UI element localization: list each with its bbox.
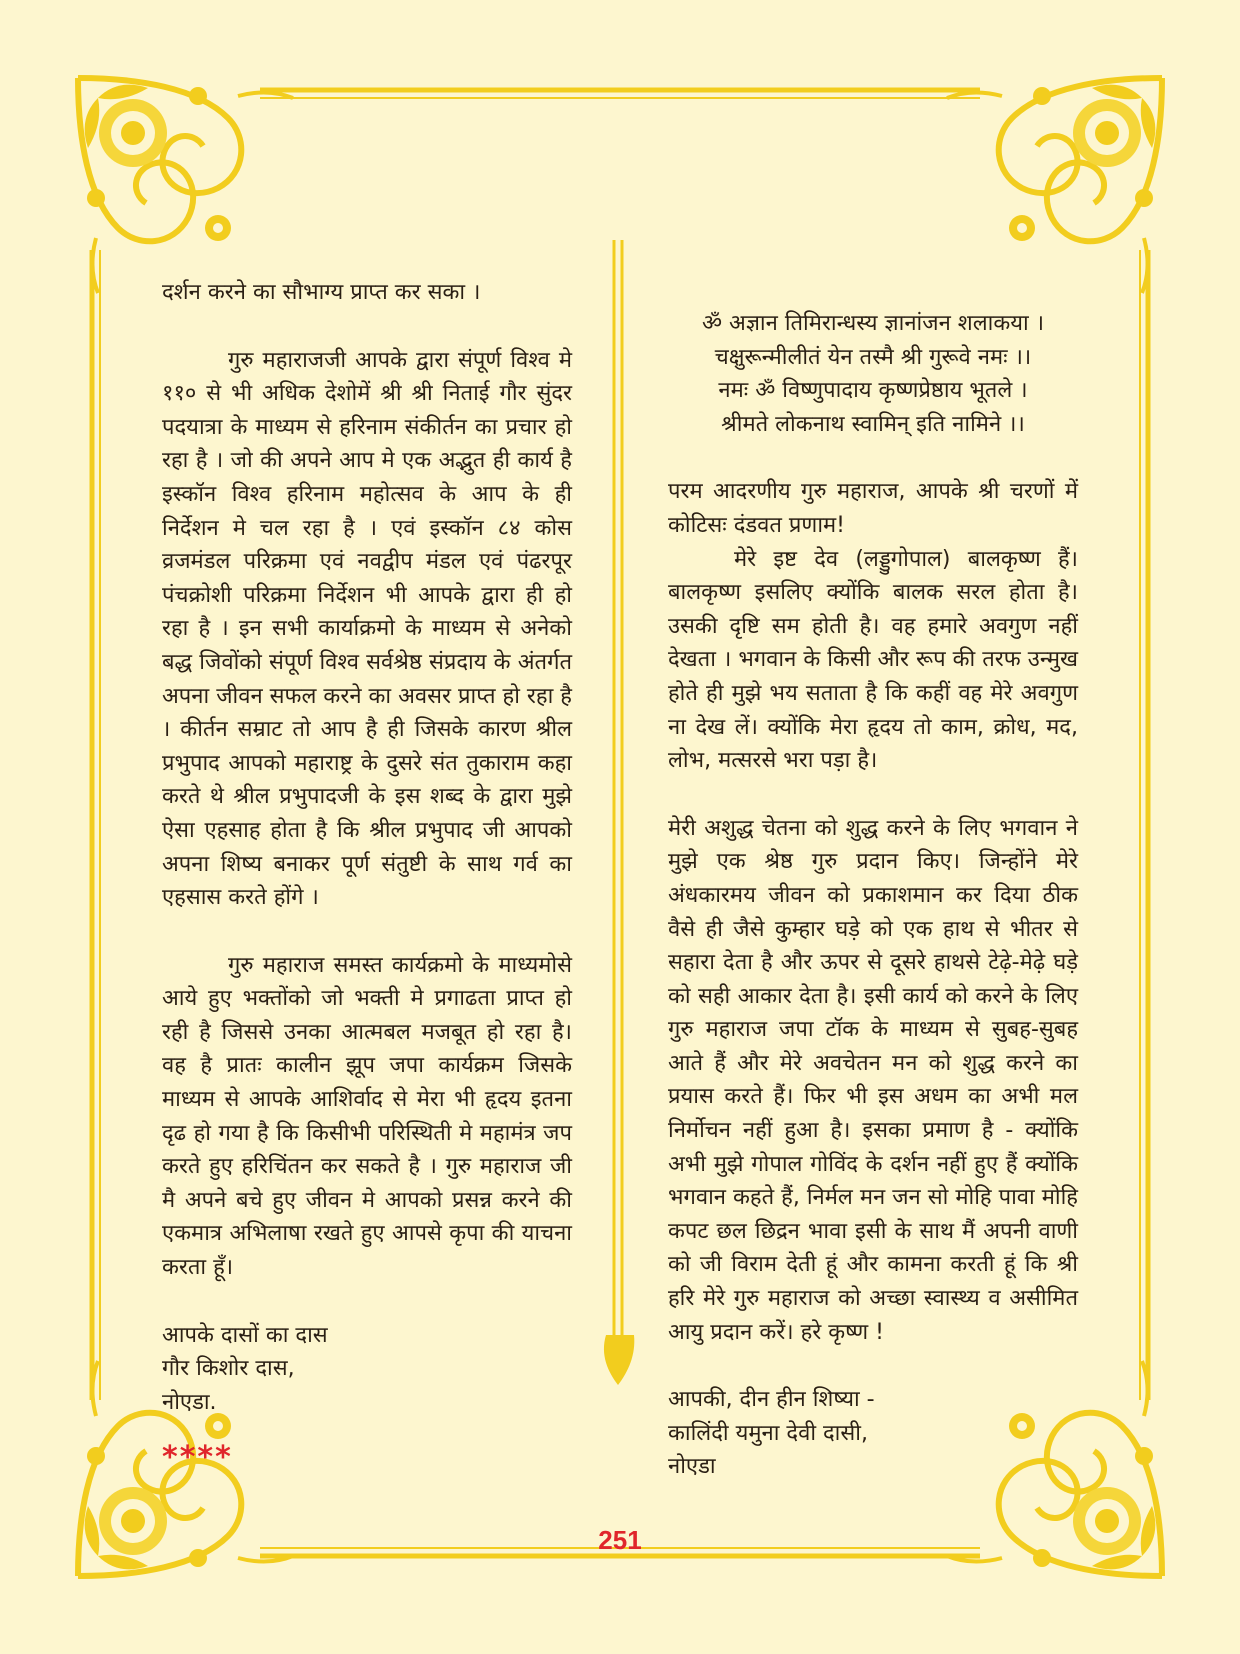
- right-paragraph-1b: मेरे इष्ट देव (लड्डुगोपाल) बालकृष्ण हैं। बालकृष्ण इसलिए क्योंकि बालक सरल होता है। उसकी दृष्टि सम होती है। वह हमारे अवगुण नहीं देखता । भगवान के किसी और रूप की तरफ उन्मुख होते ही मुझे भय सताता है कि कहीं वह मेरे अवगुण ना देख लें। क्योंकि मेरा हृदय तो काम, क्रोध, मद, लोभ, मत्सरसे भरा पड़ा है।: [668, 546, 1078, 774]
- section-separator-stars: ****: [162, 1440, 233, 1476]
- right-paragraph-2: मेरी अशुद्ध चेतना को शुद्ध करने के लिए भगवान ने मुझे एक श्रेष्ठ गुरु प्रदान किए। जिन्होंने मेरे अंधकारमय जीवन को प्रकाशमान कर दिया ठीक वैसे ही जैसे कुम्हार घड़े को एक हाथ से भीतर से सहारा देता है और ऊपर से दूसरे हाथसे टेढ़े-मेढ़े घड़े को सही आकार देता है। इसी कार्य को करने के लिए गुरु महाराज जपा टॉक के माध्यम से सुबह-सुबह आते हैं और मेरे अवचेतन मन को शुद्ध करने का प्रयास करते हैं। फिर भी इस अधम का अभी मल निर्मोचन नहीं हुआ है। इसका प्रमाण है - क्योंकि अभी मुझे गोपाल गोविंद के दर्शन नहीं हुए हैं क्योंकि भगवान कहते हैं, निर्मल मन जन सो मोहि पावा मोहि कपट छल छिद्रन भावा इसी के साथ मैं अपनी वाणी को जी विराम देती हूं और कामना करती हूं कि श्री हरि मेरे गुरु महाराज को अच्छा स्वास्थ्य व असीमित आयु प्रदान करें। हरे कृष्ण !: [668, 815, 1078, 1345]
- verse-line: ॐ अज्ञान तिमिरान्धस्य ज्ञानांजन शलाकया ।: [701, 311, 1045, 336]
- left-paragraph-2: गुरु महाराजजी आपके द्वारा संपूर्ण विश्व मे ११० से भी अधिक देशोमें श्री श्री निताई गौर सुंदर पदयात्रा के माध्यम से हरिनाम संकीर्तन का प्रचार हो रहा है । जो की अपने आप मे एक अद्भुत ही कार्य है इस्कॉन विश्व हरिनाम महोत्सव के आप के ही निर्देशन मे चल रहा है । एवं इस्कॉन ८४ कोस व्रजमंडल परिक्रमा एवं नवद्वीप मंडल एवं पंढरपूर पंचक्रोशी परिक्रमा निर्देशन भी आपके द्वारा ही हो रहा है । इन सभी कार्याक्रमो के माध्यम से अनेको बद्ध जिवोंको संपूर्ण विश्व सर्वश्रेष्ठ संप्रदाय के अंतर्गत अपना जीवन सफल करने का अवसर प्राप्त हो रहा है । कीर्तन सम्राट तो आप है ही जिसके कारण श्रील प्रभुपाद आपको महाराष्ट्र के दुसरे संत तुकाराम कहा करते थे श्रील प्रभुपादजी के इस शब्द के द्वारा मुझे ऐसा एहसाह होता है कि श्रील प्रभुपाद जी आपको अपना शिष्य बनाकर पूर्ण संतुष्टी के साथ गर्व का एहसास करते होंगे ।: [162, 347, 572, 911]
- signature-line: आपकी, दीन हीन शिष्या -: [668, 1387, 875, 1413]
- right-paragraph-1a: परम आदरणीय गुरु महाराज, आपके श्री चरणों में कोटिसः दंडवत प्रणाम!: [668, 479, 1078, 538]
- left-column: [162, 276, 572, 1475]
- left-paragraph-1: दर्शन करने का सौभाग्य प्राप्त कर सका ।: [162, 280, 481, 305]
- signature-line: गौर किशोर दास,: [162, 1356, 295, 1382]
- verse-line: चक्षुरून्मीलीतं येन तस्मै श्री गुरूवे नमः ।।: [714, 344, 1032, 370]
- right-signature: [668, 1383, 1078, 1484]
- verse-line: श्रीमते लोकनाथ स्वामिन् इति नामिने ।।: [721, 411, 1025, 437]
- signature-line: नोएडा: [668, 1454, 716, 1480]
- signature-line: कालिंदी यमुना देवी दासी,: [668, 1420, 868, 1446]
- left-paragraph-3: गुरु महाराज समस्त कार्यक्रमो के माध्यमोसे आये हुए भक्तोंको जो भक्ती मे प्रगाढता प्राप्त हो रही है जिससे उनका आत्मबल मजबूत हो रहा है। वह है प्रातः कालीन झूप जपा कार्यक्रम जिसके माध्यम से आपके आशिर्वाद से मेरा भी हृदय इतना दृढ हो गया है कि किसीभी परिस्थिती मे महामंत्र जप करते हुए हरिचिंतन कर सकते है । गुरु महाराज जी मै अपने बचे हुए जीवन मे आपको प्रसन्न करने की एकमात्र अभिलाषा रखते हुए आपसे कृपा की याचना करता हूँ।: [162, 952, 572, 1281]
- sanskrit-verses: [668, 307, 1078, 441]
- left-signature: [162, 1319, 572, 1420]
- verse-line: नमः ॐ विष्णुपादाय कृष्णप्रेष्ठाय भूतले ।: [718, 378, 1028, 404]
- right-column: [668, 307, 1078, 1484]
- signature-line: आपके दासों का दास: [162, 1322, 328, 1348]
- page-number: 251: [598, 1525, 642, 1555]
- signature-line: नोएडा.: [162, 1389, 217, 1415]
